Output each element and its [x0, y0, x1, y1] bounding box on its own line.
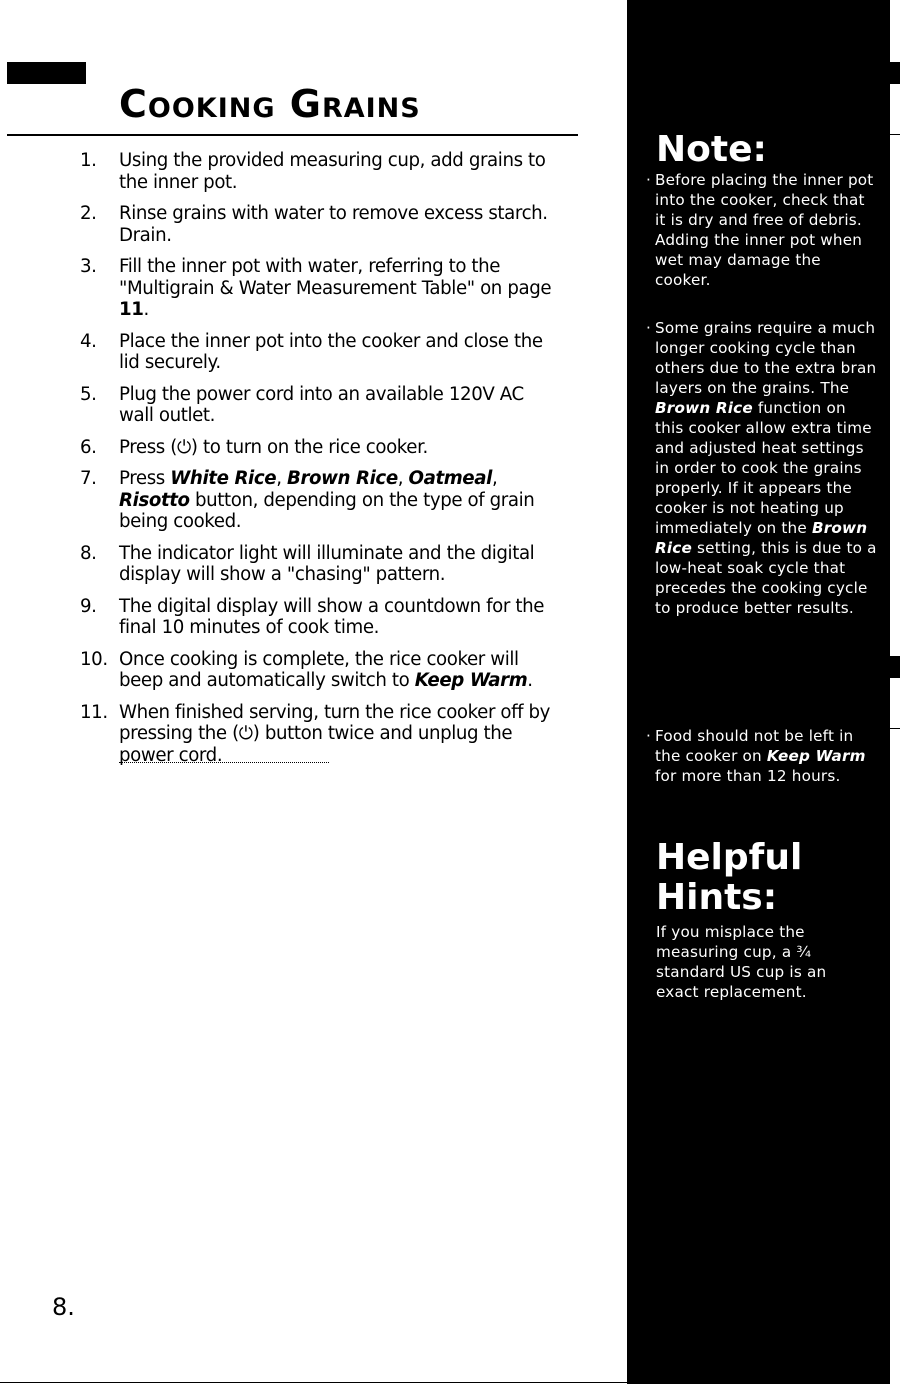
note-item: [646, 170, 878, 290]
instruction-step: [80, 331, 560, 374]
step-text: Once cooking is complete, the rice cooker will beep and automatically switch to Keep Warm.: [119, 648, 533, 691]
step-number: 8.: [80, 542, 97, 564]
setting-name: Keep Warm: [766, 747, 866, 765]
step-number: 2.: [80, 203, 97, 224]
step-number: 10.: [80, 648, 108, 670]
step-text: Using the provided measuring cup, add grains to the inner pot.: [119, 150, 546, 193]
step-text: Press White Rice, Brown Rice, Oatmeal, Risotto button, depending on the type of grain being cooked.: [119, 468, 535, 532]
edge-rule: [890, 728, 900, 729]
instruction-step: [80, 256, 560, 321]
instruction-step: [80, 150, 560, 193]
setting-name: Brown Rice: [655, 399, 753, 417]
notes-sidebar: [627, 0, 890, 1384]
instruction-step: [80, 468, 560, 533]
dotted-separator: [119, 762, 329, 763]
instruction-list: [80, 150, 560, 776]
instruction-step: [80, 649, 560, 692]
instruction-step: [80, 596, 560, 639]
hint-text: If you misplace the measuring cup, a ¾ standard US cup is an exact replacement.: [656, 923, 827, 1001]
hints-heading: Helpful Hints:: [656, 837, 803, 918]
note-text: Before placing the inner pot into the cooker, check that it is dry and free of debris. Adding the inner pot when wet may damage the cooker.: [655, 171, 874, 289]
note-item: [646, 318, 878, 618]
instruction-step: [80, 384, 560, 427]
button-name: Brown Rice: [286, 468, 398, 489]
step-number: 5.: [80, 383, 97, 405]
edge-rule: [890, 134, 900, 135]
step-text: The indicator light will illuminate and the digital display will show a "chasing" pattern.: [119, 542, 535, 585]
step-text: Plug the power cord into an available 120V AC wall outlet.: [119, 383, 524, 426]
page-number: 8.: [52, 1293, 75, 1321]
bottom-divider: [0, 1382, 628, 1383]
button-name: Oatmeal: [408, 468, 492, 489]
button-name: Keep Warm: [414, 670, 528, 691]
step-text: When finished serving, turn the rice cooker off by pressing the (⏻) button twice and unplug the power cord.: [119, 701, 551, 766]
edge-tab-marker: [890, 656, 900, 678]
instruction-step: [80, 543, 560, 586]
note-text: Some grains require a much longer cooking cycle than others due to the extra bran layers on the grains. The Brown Rice function on this cooker allow extra time and adjusted heat settings in order to cook the grains properly. If it appears the cooker is not heating up immediately on the Brown Rice setting, this is due to a low-heat soak cycle that precedes the cooking cycle to produce better results.: [655, 319, 877, 617]
step-text: Fill the inner pot with water, referring to the "Multigrain & Water Measurement Table" on page 11.: [119, 256, 552, 320]
step-number: 6.: [80, 436, 97, 458]
button-name: White Rice: [170, 468, 277, 489]
step-number: 9.: [80, 595, 97, 617]
step-number: 1.: [80, 150, 97, 171]
step-text: Rinse grains with water to remove excess starch. Drain.: [119, 203, 548, 246]
step-text: Press (⏻) to turn on the rice cooker.: [119, 436, 428, 458]
setting-name: Brown Rice: [655, 519, 868, 557]
title-divider: [7, 134, 578, 136]
bullet-icon: ·: [646, 171, 652, 189]
section-tab-marker: [7, 62, 86, 84]
page-title: Cooking Grains: [119, 82, 421, 126]
note-item: [646, 726, 878, 786]
step-number: 3.: [80, 256, 97, 277]
step-number: 7.: [80, 468, 97, 489]
note-heading: Note:: [656, 129, 767, 170]
instruction-step: [80, 702, 560, 767]
button-name: Risotto: [119, 489, 190, 511]
page-reference: 11: [119, 299, 144, 320]
step-number: 11.: [80, 701, 108, 723]
instruction-step: [80, 437, 560, 459]
note-text: Food should not be left in the cooker on Keep Warm for more than 12 hours.: [655, 727, 866, 785]
step-text: Place the inner pot into the cooker and close the lid securely.: [119, 330, 543, 373]
bullet-icon: ·: [646, 319, 652, 337]
step-number: 4.: [80, 330, 97, 352]
step-text: The digital display will show a countdown for the final 10 minutes of cook time.: [119, 595, 545, 638]
instruction-step: [80, 203, 560, 246]
edge-tab-marker: [890, 62, 900, 84]
bullet-icon: ·: [646, 727, 652, 745]
